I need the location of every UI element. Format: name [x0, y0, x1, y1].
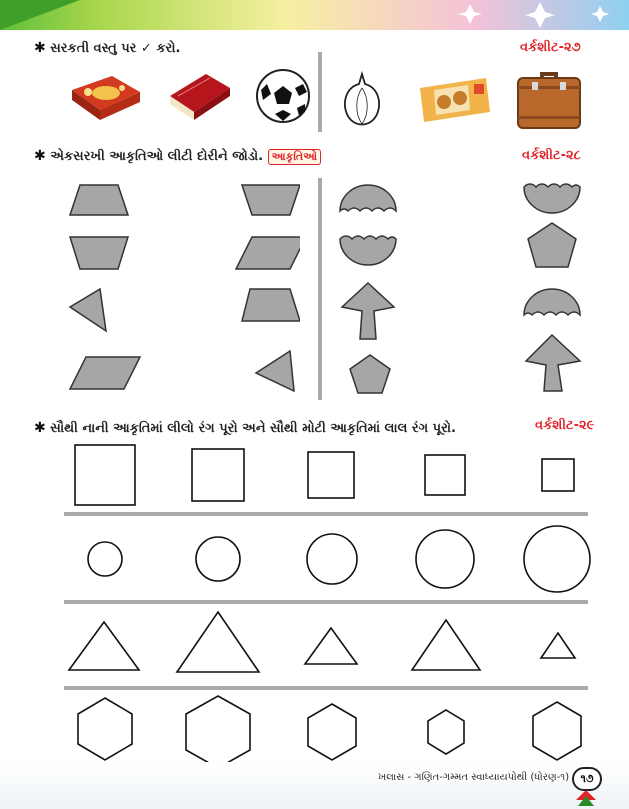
circle-shape — [196, 537, 240, 581]
biscuit-packet-image — [414, 70, 494, 130]
shapes-tag: આકૃતિઓ — [268, 149, 322, 165]
worksheet-label-27: વર્કશીટ-૨૭ — [520, 40, 581, 55]
size-shapes — [0, 440, 629, 770]
row-divider-2 — [64, 600, 588, 604]
triangle-shape — [177, 612, 259, 672]
trapezoid-shape — [242, 289, 300, 321]
hexagon-shape — [78, 698, 132, 760]
red-book-image — [162, 66, 237, 126]
circle-shape — [416, 530, 474, 588]
football-image — [253, 66, 313, 126]
page-number: ૧૭ — [572, 767, 602, 791]
square-shape — [192, 449, 244, 501]
pentagon-shape — [350, 355, 390, 393]
triangle-shape — [256, 351, 294, 391]
circle-shape — [88, 542, 122, 576]
sweet-box-image — [66, 66, 146, 126]
worksheet-label-29: વર્કશીટ-૨૯ — [535, 418, 595, 433]
hexagon-shape — [533, 702, 581, 760]
tree-shape — [526, 335, 580, 391]
arrow-icon — [574, 790, 598, 808]
suitcase-image — [512, 62, 587, 132]
hexagon-shape — [186, 696, 250, 768]
circle-shape — [307, 534, 357, 584]
triangle-shape — [412, 620, 480, 670]
inverted-trapezoid-shape — [70, 237, 128, 269]
hexagon-shape — [428, 710, 464, 754]
top-banner — [0, 0, 629, 40]
worksheet-label-28: વર્કશીટ-૨૮ — [522, 148, 581, 163]
parallelogram-shape — [236, 237, 300, 269]
divider-vertical-1 — [318, 52, 322, 132]
semicircle-wavy-shape — [524, 289, 580, 315]
triangle-shape — [69, 622, 139, 670]
square-shape — [308, 452, 354, 498]
row-divider-1 — [64, 512, 588, 516]
circle-shape — [524, 526, 590, 592]
bowl-wavy-shape — [524, 184, 580, 213]
triangle-shape — [305, 628, 357, 664]
triangle-shape — [541, 633, 575, 658]
instruction-2: ✱ એકસરખી આકૃતિઓ લીટી દોરીને જોડો. આકૃતિઓ — [34, 148, 321, 165]
footer-band — [0, 762, 629, 809]
matching-shapes-right — [330, 175, 620, 405]
trapezoid-shape — [70, 185, 128, 215]
onion-image — [337, 70, 387, 130]
hexagon-shape — [308, 704, 356, 760]
row-divider-3 — [64, 686, 588, 690]
square-shape — [75, 445, 135, 505]
instruction-1: ✱ સરકતી વસ્તુ પર ✓ કરો. — [34, 40, 181, 56]
star-icon: ✱ — [34, 148, 46, 164]
pentagon-shape — [528, 223, 576, 267]
square-shape — [425, 455, 465, 495]
star-icon: ✱ — [34, 420, 46, 436]
instruction-3: ✱ સૌથી નાની આકૃતિમાં લીલો રંગ પૂરો અને સૌથી મોટી આકૃતિમાં લાલ રંગ પૂરો. — [34, 420, 456, 436]
semicircle-wavy-shape — [340, 185, 396, 211]
bowl-wavy-shape — [340, 236, 396, 265]
parallelogram-shape — [70, 357, 140, 389]
inverted-trapezoid-shape — [242, 185, 300, 215]
matching-shapes-left — [0, 175, 300, 405]
footer-text: ખલાસ - ગણિત-ગમ્મત સ્વાધ્યાયપોથી (ધોરણ-૧) — [378, 772, 570, 783]
square-shape — [542, 459, 574, 491]
divider-vertical-2 — [318, 178, 322, 400]
star-icon: ✱ — [34, 40, 46, 56]
triangle-shape — [70, 289, 106, 331]
tree-shape — [342, 283, 394, 339]
